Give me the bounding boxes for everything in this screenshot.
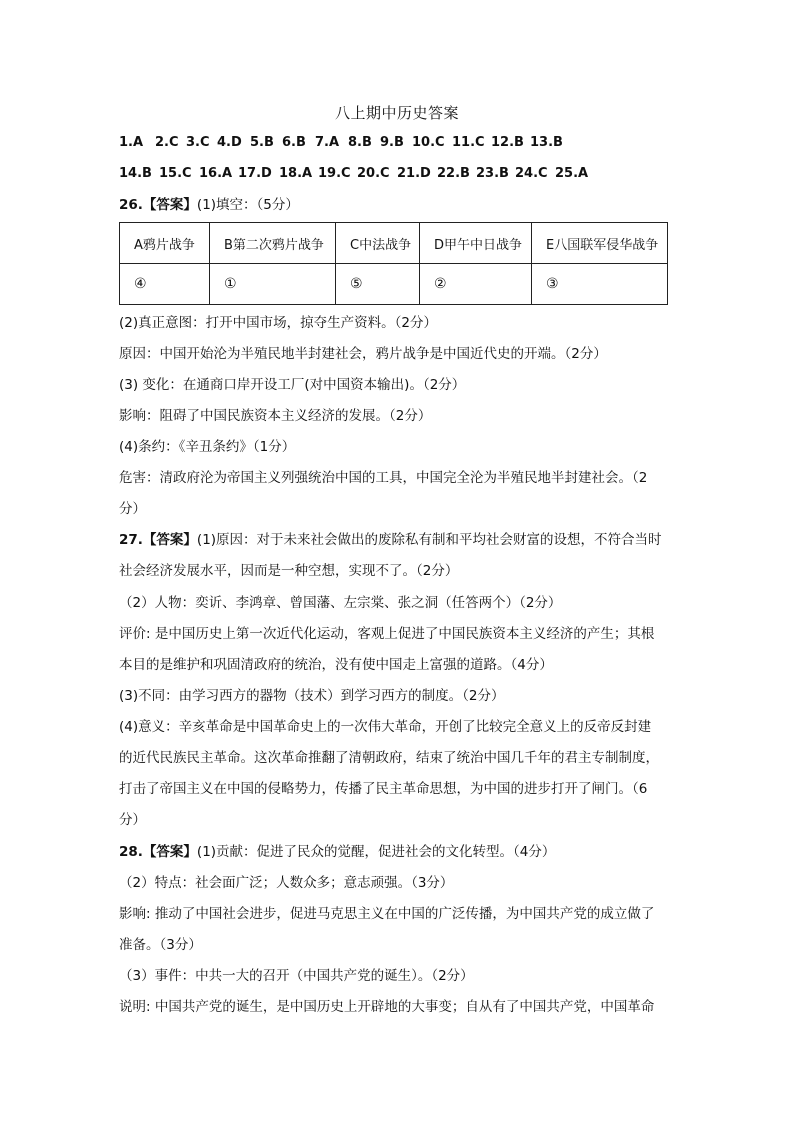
q27-first-line: (1)原因：对于未来社会做出的废除私有制和平均社会财富的设想，不符合当时 [196,532,662,548]
answer-line: (4)意义：辛亥革命是中国革命史上的一次伟大革命，开创了比较完全意义上的反帝反封建 [119,719,652,735]
table-cell: ④ [120,264,210,305]
mc-answers-row-1 [119,133,699,153]
mc-answer: 7.A [315,135,340,150]
answer-line: (4)条约：《辛丑条约》（1分） [119,439,296,455]
answer-line: 原因：中国开始沦为半殖民地半封建社会，鸦片战争是中国近代史的开端。（2分） [119,346,607,362]
mc-answer: 2.C [155,135,179,150]
mc-answer: 4.D [217,135,242,150]
answer-line: 分） [119,501,146,517]
mc-answer: 18.A [279,166,313,181]
q26-heading [119,195,687,215]
mc-answer: 9.B [380,135,404,150]
mc-answer: 8.B [348,135,372,150]
table-header-cell: E八国联军侵华战争 [532,223,668,264]
mc-answer: 5.B [250,135,274,150]
answer-line: (3)不同：由学习西方的器物（技术）到学习西方的制度。（2分） [119,688,505,704]
table-cell: ⑤ [336,264,420,305]
mc-answer: 17.D [238,166,272,181]
answer-line: 社会经济发展水平，因而是一种空想，实现不了。（2分） [119,563,459,579]
answer-line: 准备。（3分） [119,937,202,953]
answer-line: 危害：清政府沦为帝国主义列强统治中国的工具，中国完全沦为半殖民地半封建社会。（2 [119,470,648,486]
answer-line: 分） [119,812,146,828]
table-header-cell: A鸦片战争 [120,223,210,264]
table-cell: ③ [532,264,668,305]
mc-answer: 13.B [530,135,563,150]
table-cell: ② [420,264,532,305]
answer-line: 的近代民族民主革命。这次革命推翻了清朝政府，结束了统治中国几千年的君主专制制度， [119,750,659,766]
mc-answer: 6.B [282,135,306,150]
table-header-cell: D甲午中日战争 [420,223,532,264]
q26-war-table [119,222,668,305]
table-header-cell: B第二次鸦片战争 [210,223,336,264]
q28-first-line: (1)贡献：促进了民众的觉醒，促进社会的文化转型。（4分） [196,844,556,860]
mc-answer: 22.B [437,166,470,181]
mc-answer: 16.A [199,166,233,181]
table-row [120,264,668,305]
mc-answers-row-2 [119,164,699,184]
answer-line: （3）事件：中共一大的召开（中国共产党的诞生）。（2分） [119,968,474,984]
answer-line: （2）人物：奕䜣、李鸿章、曾国藩、左宗棠、张之洞（任答两个）（2分） [119,595,562,611]
q26-label: 26.【答案】 [119,197,197,213]
table-cell: ① [210,264,336,305]
q27-heading [119,530,687,550]
mc-answer: 14.B [119,166,152,181]
answer-line: 影响: 推动了中国社会进步，促进马克思主义在中国的广泛传播，为中国共产党的成立做了 [119,906,655,922]
mc-answer: 10.C [412,135,445,150]
mc-answer: 20.C [357,166,390,181]
mc-answer: 21.D [397,166,431,181]
q26-part1: (1)填空：（5分） [196,197,299,213]
answer-line: 说明: 中国共产党的诞生，是中国历史上开辟地的大事变；自从有了中国共产党，中国革命 [119,999,655,1015]
q27-label: 27.【答案】 [119,532,197,548]
mc-answer: 25.A [555,166,589,181]
table-header-cell: C中法战争 [336,223,420,264]
mc-answer: 12.B [491,135,524,150]
mc-answer: 3.C [186,135,210,150]
q28-label: 28.【答案】 [119,844,197,860]
page-title: 八上期中历史答案 [334,104,459,122]
mc-answer: 1.A [119,135,144,150]
mc-answer: 19.C [318,166,351,181]
answer-line: (2)真正意图：打开中国市场，掠夺生产资料。（2分） [119,315,437,331]
mc-answer: 11.C [452,135,485,150]
mc-answer: 15.C [159,166,192,181]
table-header-row [120,223,668,264]
answer-line: 本目的是维护和巩固清政府的统治，没有使中国走上富强的道路。（4分） [119,657,553,673]
mc-answer: 23.B [476,166,509,181]
answer-line: （2）特点：社会面广泛；人数众多；意志顽强。（3分） [119,875,454,891]
answer-line: 评价: 是中国历史上第一次近代化运动，客观上促进了中国民族资本主义经济的产生；其根 [119,626,655,642]
mc-answer: 24.C [515,166,548,181]
answer-line: 打击了帝国主义在中国的侵略势力，传播了民主革命思想，为中国的进步打开了闸门。（6 [119,781,648,797]
answer-line: 影响：阻碍了中国民族资本主义经济的发展。（2分） [119,408,432,424]
q28-heading [119,842,687,862]
answer-line: (3) 变化：在通商口岸开设工厂(对中国资本输出)。（2分） [119,377,466,393]
